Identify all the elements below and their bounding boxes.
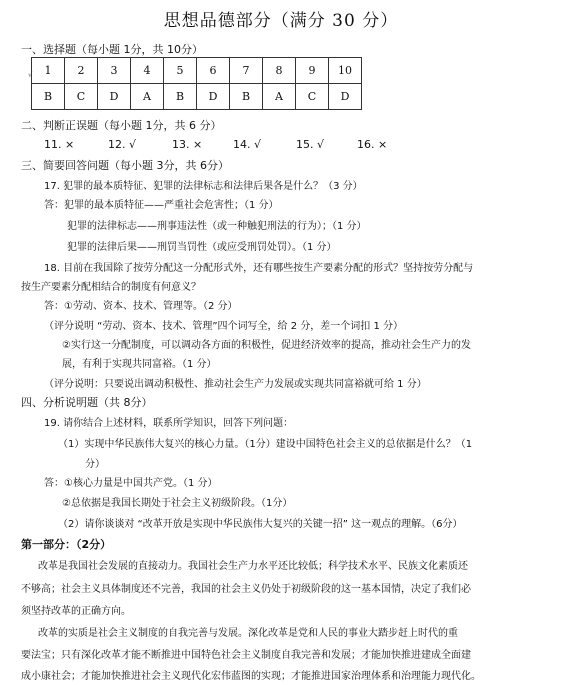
paragraph-2-line-2: 要法宝；只有深化改革才能不断推进中国特色社会主义制度自我完善和发展；才能加快推进建成全面建 (21, 650, 471, 661)
paragraph-2-line-3: 成小康社会；才能加快推进社会主义现代化宏伟蓝图的实现；才能推进国家治理体系和治理能力现代化。 (21, 671, 481, 682)
answer-17-line-3: 犯罪的法律后果——刑罚当罚性（或应受刑罚处罚）。（1 分） (67, 242, 337, 253)
paragraph-2-line-1: 改革的实质是社会主义制度的自我完善与发展。深化改革是党和人民的事业大踏步赶上时代的重 (38, 628, 458, 639)
answer-17-line-1: 答：犯罪的最本质特征——严重社会危害性；（1 分） (44, 200, 279, 211)
page-title: 思想品德部分（满分 30 分） (163, 11, 399, 31)
answer-table (31, 57, 362, 110)
answer-cell: D (98, 84, 131, 110)
question-number-cell: 1 (32, 58, 65, 84)
answer-cell: D (197, 84, 230, 110)
answer-table-number-row (32, 58, 362, 84)
question-number-cell: 7 (230, 58, 263, 84)
section-1-heading: 一、选择题（每小题 1分，共 10分） (21, 43, 203, 56)
section-4-heading: 四、分析说明题（共 8分） (21, 396, 153, 409)
judgment-item: 12. √ (108, 138, 136, 151)
judgment-item: 16. × (357, 138, 388, 151)
question-19-part-1-line-1: （1）实现中华民族伟大复兴的核心力量。（1分）建设中国特色社会主义的总依据是什么？（1 (58, 439, 473, 450)
paragraph-1-line-1: 改革是我国社会发展的直接动力。我国社会生产力水平还比较低；科学技术水平、民族文化素质还 (38, 561, 468, 572)
answer-cell: B (164, 84, 197, 110)
answer-cell: B (32, 84, 65, 110)
judgment-item: 14. √ (233, 138, 261, 151)
question-number-cell: 4 (131, 58, 164, 84)
question-number-cell: 2 (65, 58, 98, 84)
question-number-cell: 9 (296, 58, 329, 84)
answer-cell: A (263, 84, 296, 110)
part-1-heading: 第一部分：（2分） (21, 538, 112, 551)
paragraph-1-line-2: 不够高；社会主义具体制度还不完善，我国的社会主义仍处于初级阶段的这一基本国情，决定了我们必 (21, 584, 471, 595)
margin-mark: √ (28, 71, 33, 79)
judgment-item: 11. × (44, 138, 75, 151)
question-18-line-2: 按生产要素分配相结合的制度有何意义？ (21, 282, 201, 293)
question-number-cell: 8 (263, 58, 296, 84)
answer-cell: A (131, 84, 164, 110)
question-19-part-1-line-2: 分） (85, 459, 105, 470)
question-number-cell: 5 (164, 58, 197, 84)
question-17: 17. 犯罪的最本质特征、犯罪的法律标志和法律后果各是什么？（3 分） (44, 181, 363, 192)
answer-18-line-2: ②实行这一分配制度，可以调动各方面的积极性，促进经济效率的提高，推动社会生产力的发 (62, 340, 471, 351)
question-19: 19. 请你结合上述材料，联系所学知识，回答下列问题： (44, 418, 294, 429)
answer-18-line-3: 展，有利于实现共同富裕。（1 分） (62, 359, 217, 370)
scoring-note-2: （评分说明：只要说出调动积极性、推动社会生产力发展或实现共同富裕就可给 1 分） (44, 379, 427, 390)
answer-18-line-1: 答：①劳动、资本、技术、管理等。（2 分） (44, 301, 238, 312)
answer-cell: B (230, 84, 263, 110)
paragraph-1-line-3: 须坚持改革的正确方向。 (21, 606, 131, 617)
answer-19-line-2: ②总依据是我国长期处于社会主义初级阶段。（1分） (62, 498, 293, 509)
answer-17-line-2: 犯罪的法律标志——刑事违法性（或一种触犯刑法的行为）；（1 分） (67, 221, 367, 232)
question-18-line-1: 18. 目前在我国除了按劳分配这一分配形式外，还有哪些按生产要素分配的形式？坚持按劳分配与 (44, 263, 474, 274)
answer-19-line-1: 答：①核心力量是中国共产党。（1 分） (44, 478, 218, 489)
answer-cell: C (296, 84, 329, 110)
section-3-heading: 三、简要回答问题（每小题 3分，共 6分） (21, 159, 229, 172)
question-number-cell: 6 (197, 58, 230, 84)
answer-table-answer-row (32, 84, 362, 110)
answer-cell: D (329, 84, 362, 110)
question-number-cell: 3 (98, 58, 131, 84)
judgment-item: 15. √ (296, 138, 324, 151)
question-number-cell: 10 (329, 58, 362, 84)
judgment-item: 13. × (172, 138, 203, 151)
question-19-part-2: （2）请你谈谈对 “改革开放是实现中华民族伟大复兴的关键一招” 这一观点的理解。（6分） (58, 519, 463, 530)
section-2-heading: 二、判断正误题（每小题 1分，共 6 分） (21, 119, 222, 132)
scoring-note-1: （评分说明 “劳动、资本、技术、管理”四个词写全，给 2 分，差一个词扣 1 分） (44, 321, 403, 332)
answer-cell: C (65, 84, 98, 110)
